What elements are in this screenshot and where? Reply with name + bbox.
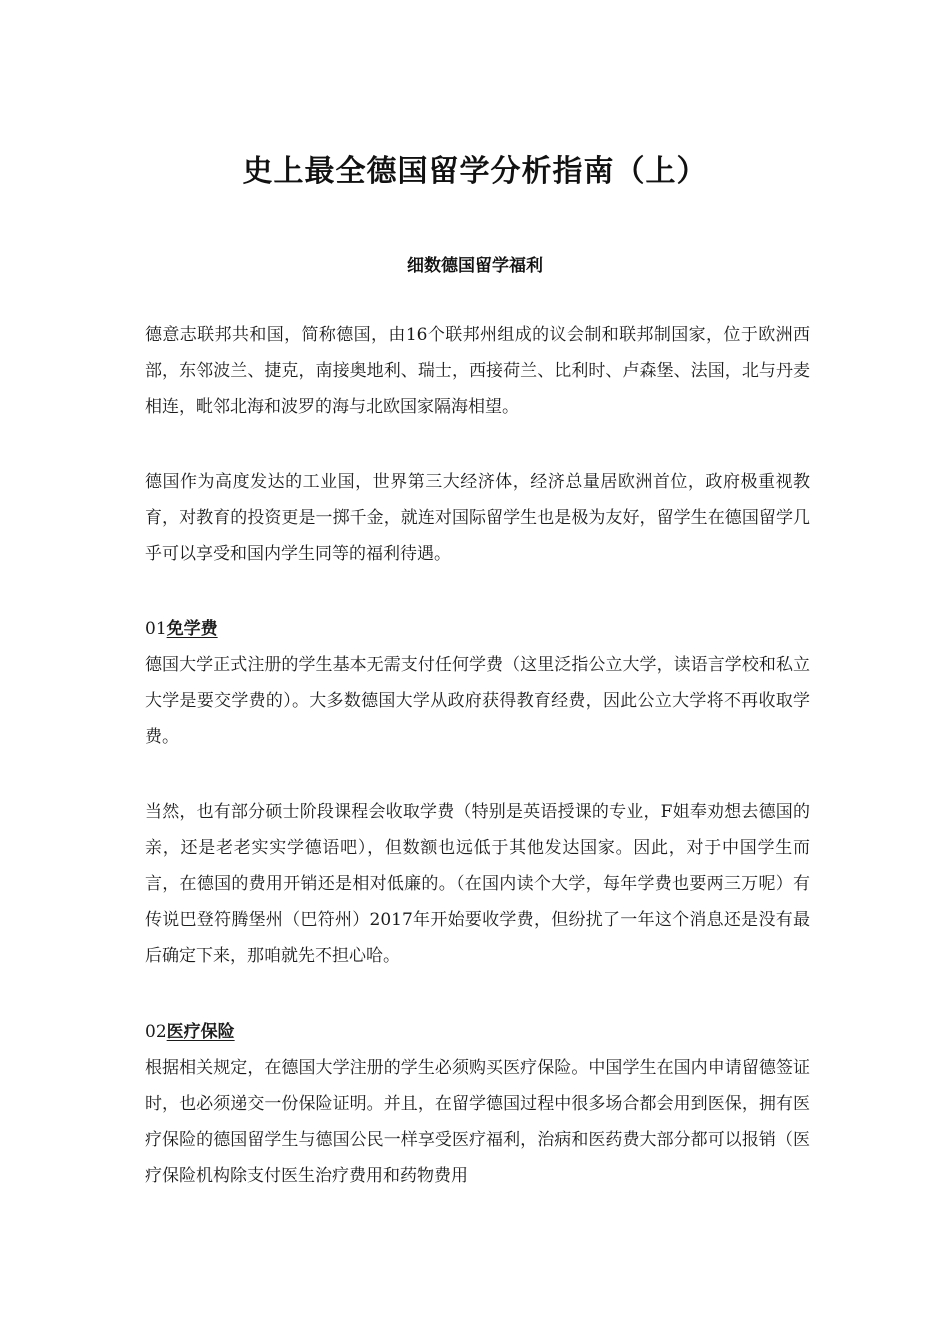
intro-paragraph: 德意志联邦共和国，简称德国，由16个联邦州组成的议会制和联邦制国家，位于欧洲西部，东邻波兰、捷克，南接奥地利、瑞士，西接荷兰、比利时、卢森堡、法国，北与丹麦相连，毗邻北海和波罗的海与北欧国家隔海相望。 bbox=[145, 325, 810, 417]
insurance-paragraph-1: 根据相关规定，在德国大学注册的学生必须购买医疗保险。中国学生在国内申请留德签证时，也必须递交一份保险证明。并且，在留学德国过程中很多场合都会用到医保，拥有医疗保险的德国留学生与德国公民一样享受医疗福利，治病和医药费大部分都可以报销（医疗保险机构除支付医生治疗费用和药物费用 bbox=[145, 1058, 810, 1186]
document-subtitle: 细数德国留学福利 bbox=[407, 256, 543, 276]
section-title: 医疗保险 bbox=[166, 1022, 235, 1042]
overview-paragraph: 德国作为高度发达的工业国，世界第三大经济体，经济总量居欧洲首位，政府极重视教育，对教育的投资更是一掷千金，就连对国际留学生也是极为友好，留学生在德国留学几乎可以享受和国内学生同等的福利待遇。 bbox=[145, 472, 810, 564]
section-heading-insurance bbox=[145, 1017, 810, 1047]
section-heading-tuition bbox=[145, 614, 810, 644]
section-title: 免学费 bbox=[166, 619, 218, 639]
section-number: 01 bbox=[145, 619, 167, 639]
tuition-paragraph-2: 当然，也有部分硕士阶段课程会收取学费（特别是英语授课的专业，F姐奉劝想去德国的亲，还是老老实实学德语吧），但数额也远低于其他发达国家。因此，对于中国学生而言，在德国的费用开销还是相对低廉的。（在国内读个大学，每年学费也要两三万呢）有传说巴登符腾堡州（巴符州）2017年开始要收学费，但纷扰了一年这个消息还是没有最后确定下来，那咱就先不担心哈。 bbox=[145, 802, 810, 966]
section-number: 02 bbox=[145, 1022, 167, 1042]
document-title: 史上最全德国留学分析指南（上） bbox=[242, 154, 708, 190]
tuition-paragraph-1: 德国大学正式注册的学生基本无需支付任何学费（这里泛指公立大学，读语言学校和私立大学是要交学费的）。大多数德国大学从政府获得教育经费，因此公立大学将不再收取学费。 bbox=[145, 655, 810, 747]
